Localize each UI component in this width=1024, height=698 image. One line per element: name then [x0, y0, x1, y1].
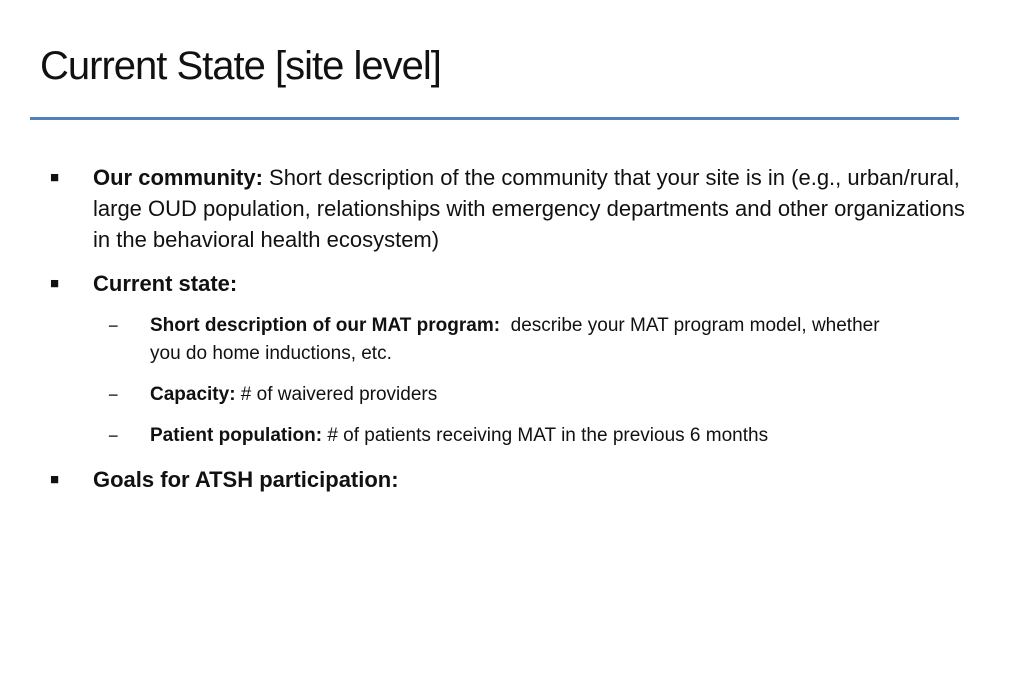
title-divider [30, 117, 959, 120]
bullet-label: Goals for ATSH participation: [93, 467, 399, 492]
bullet-label: Our community: [93, 165, 263, 190]
bullet-list [50, 162, 970, 508]
sub-bullet-list [50, 312, 970, 450]
square-bullet-icon: ■ [50, 275, 60, 292]
bullet-text: Short description of the community that your site is in (e.g., urban/rural, large OUD population, relationships with emergency departments and other organizations in the behavioral health ecosystem) [93, 165, 965, 252]
bullet-current-state [50, 268, 970, 299]
sub-bullet-mat-program [50, 312, 890, 368]
dash-bullet-icon: − [108, 385, 119, 405]
sub-bullet-text: # of waivered providers [235, 384, 438, 405]
slide-title: Current State [site level] [40, 44, 441, 88]
bullet-label: Current state: [93, 271, 238, 296]
bullet-our-community [50, 162, 970, 255]
sub-bullet-label: Capacity: [150, 384, 236, 405]
square-bullet-icon: ■ [50, 471, 60, 488]
sub-bullet-patient-population [50, 422, 890, 450]
bullet-goals [50, 464, 970, 495]
square-bullet-icon: ■ [50, 169, 60, 186]
dash-bullet-icon: − [108, 316, 119, 336]
sub-bullet-label: Short description of our MAT program: [150, 315, 501, 336]
sub-bullet-label: Patient population: [150, 425, 323, 446]
sub-bullet-text: describe your MAT program model, whether you do home inductions, etc. [150, 315, 885, 364]
dash-bullet-icon: − [108, 426, 119, 446]
sub-bullet-text: # of patients receiving MAT in the previous 6 months [322, 425, 769, 446]
sub-bullet-capacity [50, 381, 890, 409]
